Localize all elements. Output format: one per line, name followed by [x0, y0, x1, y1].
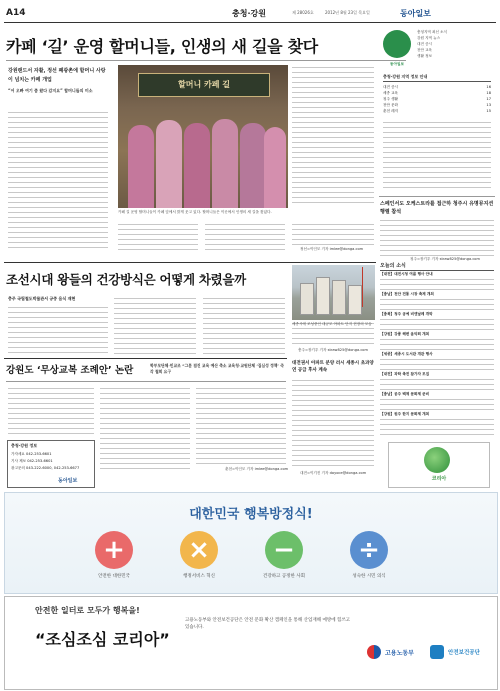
notice-0[interactable]: 【대전】대전시청 여름 행사 안내: [380, 272, 433, 276]
cafe-sign: [138, 73, 270, 97]
story2-byline: 충주=장기우 기자 straw825@donga.com: [298, 348, 369, 352]
story3-deck: 학부모단체·민교조 “그분 점진 교육 예산 축소 교육청·교원단체 ‘집심성 정책’ 즉각 철회 요구: [150, 363, 284, 374]
info-row-value: 042-253-6601: [27, 459, 53, 463]
story5-byline: 청주=장기우 기자 straw825@donga.com: [410, 257, 481, 261]
story1-headline: 카페 ‘길’ 운영 할머니들, 인생의 새 길을 찾다: [6, 37, 318, 56]
grandmother-2: [156, 120, 182, 208]
notice-2-body: [380, 317, 494, 331]
notice-1-body: [380, 297, 494, 311]
safety-ad-slogan: “조심조심 코리아”: [35, 630, 170, 649]
story1-body-col1: [8, 110, 108, 250]
story4-byline: 대전=이기진 기자 doyoce@donga.com: [300, 471, 367, 475]
symbol-divide: [350, 531, 388, 569]
story1-photo-caption: 카페 길 운영 할머니들이 카페 앞에서 밝게 웃고 있다. 할머니들은 이곳에서 인생의 새 길을 찾았다.: [118, 210, 272, 214]
story1-byline: 정선=이인모 기자 imlee@donga.com: [300, 247, 364, 251]
notice-2[interactable]: 【충북】청주 공예 비엔날레 개막: [380, 312, 433, 316]
story2-headline: 조선시대 왕들의 건강방식은 어떻게 차렸을까: [6, 272, 246, 287]
sidebar-extra-lines: [383, 120, 491, 190]
info-row-0: [11, 452, 52, 457]
info-row-1: [11, 459, 53, 464]
symbol-times: [180, 531, 218, 569]
sidebar: [379, 26, 495, 194]
story1-body-col4: [292, 65, 374, 205]
caption-2: 건강하고 공정한 사회: [263, 574, 305, 579]
page-number: A14: [6, 8, 26, 18]
grandmother-3: [184, 123, 210, 208]
story3-byline: 춘천=이인모 기자 imlee@donga.com: [225, 467, 289, 471]
cafe-sign-text: 할머니 카페 길: [178, 80, 230, 89]
notice-4[interactable]: 【세종】세종시 도서관 개관 행사: [380, 352, 433, 356]
caption-0: 안전한 대한민국: [98, 574, 130, 579]
info-row-label: 광고문의: [11, 466, 25, 470]
sidebar-item-2[interactable]: 대전 증시: [417, 42, 433, 46]
sidebar-rule: [379, 196, 495, 197]
sidebar-item-1[interactable]: 강원 지역 뉴스: [417, 36, 441, 40]
listing-row-value: 18: [486, 91, 491, 95]
story5-headline: 스페인서도 오케스트라를 접근하 청주시 유명뮤지션 행렬 참석: [380, 201, 494, 215]
story1-deck1: 강원랜드서 자활, 정선 폐광촌에 할머니 사랑이 넘치는 카페 개업: [8, 68, 106, 83]
story3-body-col3: [196, 386, 286, 466]
symbol-minus-text: −: [273, 535, 295, 565]
notice-7[interactable]: 【강원】원주 한지 문화제 개최: [380, 412, 430, 416]
listing-row-name: 청주 생활: [383, 97, 399, 101]
story2-body-col1: [8, 305, 108, 353]
story4-headline: 대전권서 아파트 분양 러시 세종시 초과양연 공급 후사 계속: [292, 361, 374, 373]
caption-1: 행정서비스 혁신: [183, 574, 215, 579]
listing-row-value: 17: [486, 97, 491, 101]
notice-6[interactable]: 【충남】공주 백제 문화제 준비: [380, 392, 430, 396]
info-box-logo: 동아일보: [58, 478, 78, 484]
listing-row-name: 대전 증시: [383, 85, 399, 89]
building-3: [332, 280, 346, 315]
crane: [362, 267, 363, 307]
sidebar-logo: [383, 30, 411, 58]
notice-1[interactable]: 【충남】천안 전통 시장 축제 개최: [380, 292, 434, 296]
grandmother-4: [212, 119, 238, 208]
story3-headline-rule: [6, 381, 286, 382]
story5-body: [380, 218, 494, 256]
info-box: [7, 440, 95, 488]
story3-headline: 강원도 ‘무상교복 조례안’ 논란: [6, 365, 134, 376]
small-ad-text: 코리아: [431, 476, 447, 482]
building-1: [300, 283, 314, 315]
construction-photo: [292, 265, 375, 320]
caption-3: 성숙한 시민 의식: [352, 574, 386, 579]
happiness-ad-headline: 대한민국 행복방정식!: [189, 507, 313, 522]
story4-body-col1: [292, 378, 374, 470]
agency-logo-mark: [430, 645, 444, 659]
masthead: [0, 0, 500, 22]
notice-7-body: [380, 417, 494, 437]
small-ad-emblem: [424, 447, 450, 473]
symbol-times-text: ×: [188, 535, 210, 565]
info-row-label: 기사 제보: [11, 459, 27, 463]
symbol-divide-text: ÷: [358, 535, 380, 565]
symbol-plus-text: +: [103, 535, 125, 565]
notice-0-body: [380, 277, 494, 291]
building-4: [348, 285, 362, 315]
masthead-rule: [4, 22, 496, 23]
story1-deck2: “어 오빠 여기 좀 왔다 갔지요” 할머니들의 미소: [8, 88, 93, 93]
notice-5-body: [380, 377, 494, 391]
notice-5[interactable]: 【대전】과학 축전 참가자 모집: [380, 372, 430, 376]
grandmother-1: [128, 125, 154, 208]
story2-deck: 충주 국립철도박물관서 궁중 음식 재현: [8, 296, 76, 301]
ministry-logo-mark: [367, 645, 381, 659]
listing-row-name: 세종 교육: [383, 91, 399, 95]
listing-row[interactable]: [383, 108, 491, 114]
listing-row-value: 15: [486, 109, 491, 113]
issue-number: 제 28026호: [292, 10, 314, 15]
listing-row-name: 천안 문화: [383, 103, 399, 107]
info-row-label: 가자세요: [11, 452, 25, 456]
sidebar-item-3[interactable]: 천안 교육: [417, 48, 433, 52]
safety-ad-tagline: 안전한 일터로 모두가 행복을!: [35, 606, 140, 615]
story1-body-col3: [205, 222, 285, 252]
info-row-2: [11, 466, 93, 471]
sidebar-logo-text: 동아일보: [390, 62, 404, 66]
story4-photo-caption: 세종시에 조성중인 대규모 아파트 단지 현장의 모습: [292, 322, 372, 326]
listing-row-value: 16: [486, 85, 491, 89]
issue-date: 2012년 8월 23일 목요일: [325, 10, 370, 15]
story2-body-col2: [114, 296, 196, 354]
notice-3-body: [380, 337, 494, 351]
cafe-photo: [118, 65, 288, 208]
story3-body-col2: [100, 386, 190, 472]
grandmother-5: [240, 123, 266, 208]
sidebar-listing: [383, 84, 491, 114]
notice-3[interactable]: 【강원】강릉 해변 음악회 개최: [380, 332, 430, 336]
safety-ad-body: 고용노동부와 안전보건공단은 안전 문화 확산 캠페인을 통해 산업재해 예방에 힘쓰고 있습니다.: [185, 618, 351, 630]
notice-4-body: [380, 357, 494, 371]
notices-title: 오늘의 소식: [380, 262, 494, 271]
story1-headline-rule: [6, 60, 406, 61]
grandmother-6: [264, 127, 286, 208]
info-box-title: 충청·강원 정보: [11, 443, 38, 448]
info-row-value: 043-222-6000, 042-253-6677: [26, 466, 80, 470]
notice-6-body: [380, 397, 494, 411]
building-2: [316, 277, 330, 315]
ministry-name: 고용노동부: [385, 650, 414, 657]
safety-ad: [4, 596, 498, 690]
paper-name: 동아일보: [400, 8, 431, 18]
info-row-value: 042-253-6601: [26, 452, 52, 456]
happiness-ad: [4, 492, 498, 594]
listing-row-name: 춘천 레저: [383, 109, 399, 113]
story3-body-col1: [8, 386, 94, 436]
agency-name: 안전보건공단: [448, 650, 480, 656]
sidebar-item-0[interactable]: 충청지역 최신 소식: [417, 30, 448, 34]
symbol-minus: [265, 531, 303, 569]
story3-top-rule: [4, 358, 287, 359]
sidebar-item-4[interactable]: 생활 정보: [417, 54, 433, 58]
notices: [380, 262, 494, 490]
small-ad: [388, 442, 490, 488]
symbol-plus: [95, 531, 133, 569]
listing-row-value: 13: [486, 103, 491, 107]
story2-top-rule: [4, 262, 376, 263]
story1-body-col2: [118, 222, 198, 252]
story1-body-col5: [292, 222, 374, 246]
sidebar-listing-title: 충청·강원 지역 정보 안내: [383, 74, 491, 82]
story2-body-col3: [203, 296, 285, 354]
section-name: 충청·강원: [232, 9, 266, 18]
